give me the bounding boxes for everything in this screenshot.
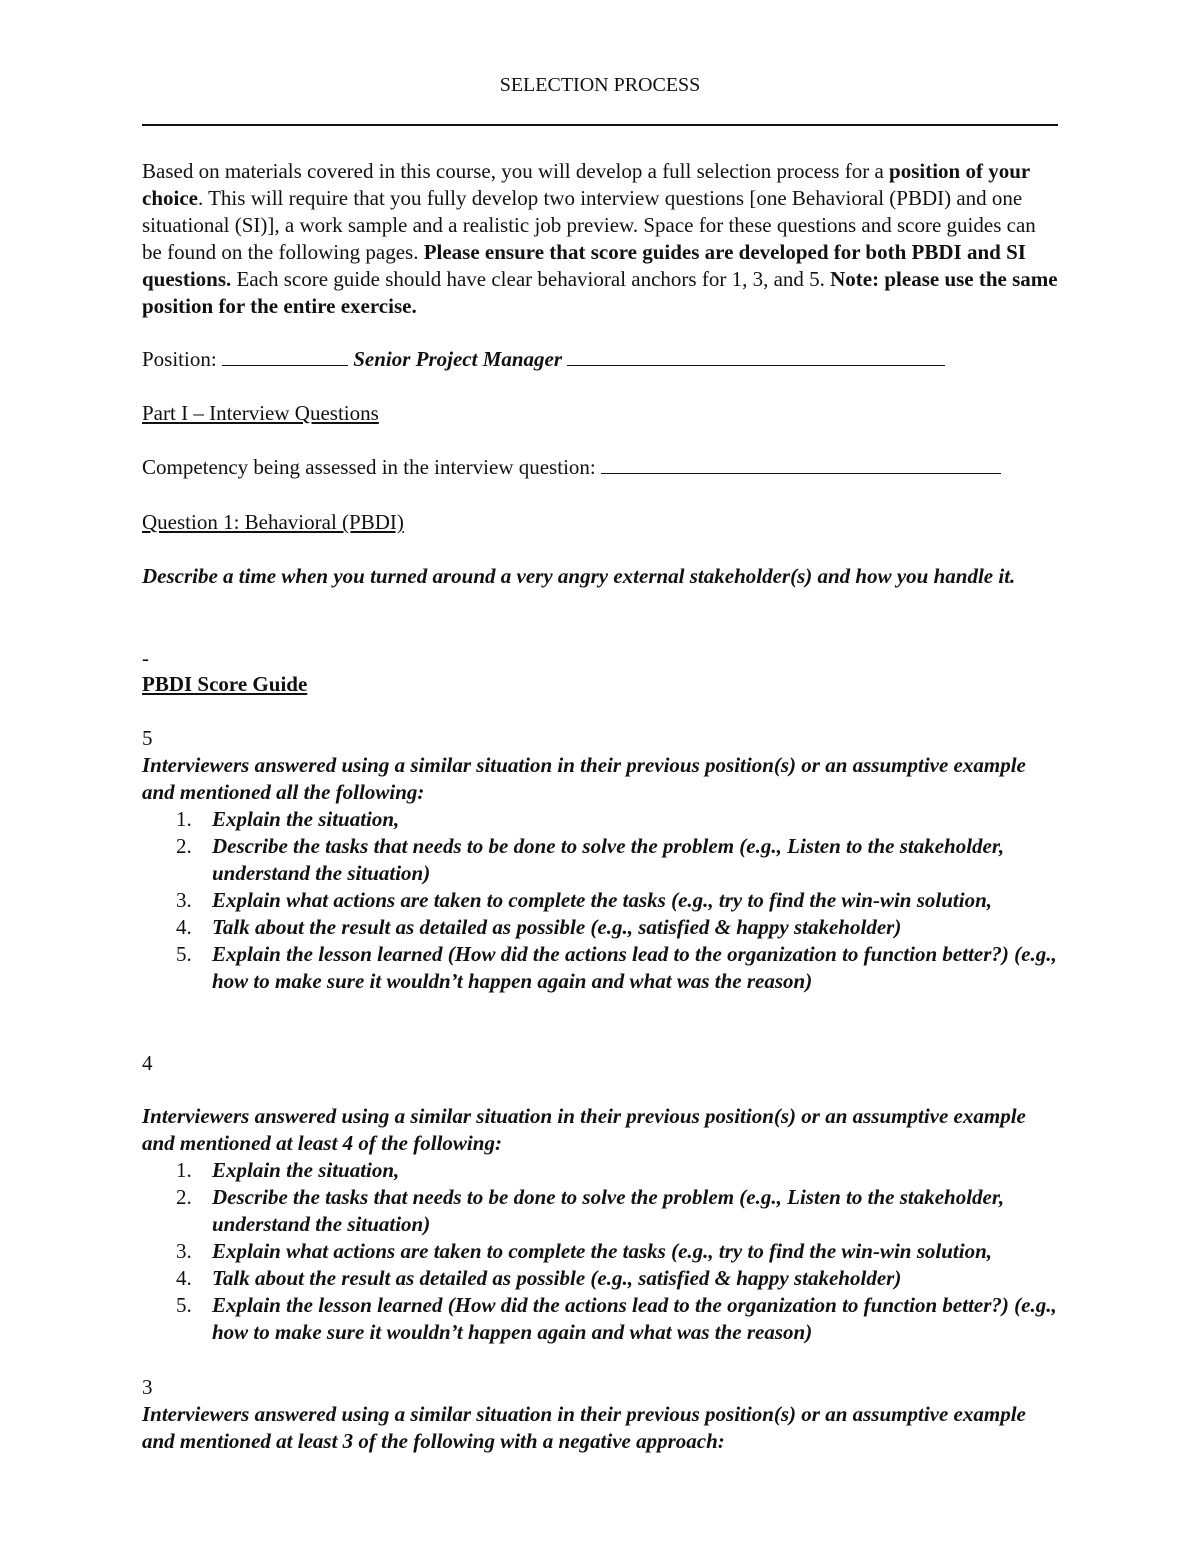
list-item: 4. Talk about the result as detailed as possible (e.g., satisfied & happy stakeholder) xyxy=(176,1266,902,1290)
position-label: Position: xyxy=(142,347,217,371)
competency-label: Competency being assessed in the interview question: xyxy=(142,455,596,479)
position-value: Senior Project Manager xyxy=(353,347,563,371)
competency-blank xyxy=(601,455,1001,474)
intro-text-3: Each score guide should have clear behavioral anchors for 1, 3, and 5. xyxy=(231,267,831,291)
score-value: 3 xyxy=(142,1375,153,1399)
intro-bold-1: position of your choice xyxy=(142,159,1030,210)
intro-paragraph xyxy=(142,158,1058,320)
criteria-list xyxy=(142,1157,1058,1346)
score-criteria: Interviewers answered using a similar situation in their previous position(s) or an assumptive example and mentioned at least 4 of the following: xyxy=(142,1104,1026,1155)
score-guide-heading: PBDI Score Guide xyxy=(142,672,308,696)
position-line xyxy=(142,346,1058,373)
intro-text-2: . This will require that you fully develop two interview questions [one Behavioral (PBDI) and one situational (SI)], a work sample and a realistic job preview. Space for these questions and score guides can be found on the following pages. xyxy=(142,186,1036,264)
list-item: 1. Explain the situation, xyxy=(176,1158,400,1182)
score-value: 5 xyxy=(142,726,153,750)
part-heading: Part I – Interview Questions xyxy=(142,401,379,425)
intro-bold-3: Note: please use the same position for the entire exercise. xyxy=(142,267,1058,318)
question-heading: Question 1: Behavioral (PBDI) xyxy=(142,510,404,534)
stray-mark: - xyxy=(142,646,149,670)
score-level-3 xyxy=(142,1374,1058,1455)
list-item: 5. Explain the lesson learned (How did the actions lead to the organization to function better?) (e.g., how to make sure it wouldn’t happen again and what was the reason) xyxy=(176,1293,1057,1344)
position-blank-left xyxy=(222,347,348,366)
intro-bold-2: Please ensure that score guides are developed for both PBDI and SI questions. xyxy=(142,240,1026,291)
list-item: 1. Explain the situation, xyxy=(176,807,400,831)
score-criteria: Interviewers answered using a similar situation in their previous position(s) or an assumptive example and mentioned all the following: xyxy=(142,753,1026,804)
list-item: 3. Explain what actions are taken to complete the tasks (e.g., try to find the win-win solution, xyxy=(176,888,992,912)
list-item: 2. Describe the tasks that needs to be done to solve the problem (e.g., Listen to the stakeholder, understand the situation) xyxy=(176,1185,1005,1236)
list-item: 3. Explain what actions are taken to complete the tasks (e.g., try to find the win-win solution, xyxy=(176,1239,992,1263)
list-item: 4. Talk about the result as detailed as possible (e.g., satisfied & happy stakeholder) xyxy=(176,915,902,939)
intro-text-1: Based on materials covered in this course, you will develop a full selection process for a xyxy=(142,159,890,183)
position-blank-right xyxy=(567,347,945,366)
document-title: SELECTION PROCESS xyxy=(499,74,701,96)
score-level-5 xyxy=(142,725,1058,995)
competency-line xyxy=(142,454,1058,481)
score-value-4: 4 xyxy=(142,1051,153,1075)
list-item: 5. Explain the lesson learned (How did the actions lead to the organization to function better?) (e.g., how to make sure it wouldn’t happen again and what was the reason) xyxy=(176,942,1057,993)
title-divider xyxy=(142,124,1058,126)
score-criteria: Interviewers answered using a similar situation in their previous position(s) or an assumptive example and mentioned at least 3 of the following with a negative approach: xyxy=(142,1402,1026,1453)
list-item: 2. Describe the tasks that needs to be done to solve the problem (e.g., Listen to the stakeholder, understand the situation) xyxy=(176,834,1005,885)
criteria-list xyxy=(142,806,1058,995)
question-text: Describe a time when you turned around a very angry external stakeholder(s) and how you handle it. xyxy=(142,564,1016,588)
score-level-4 xyxy=(142,1103,1058,1346)
